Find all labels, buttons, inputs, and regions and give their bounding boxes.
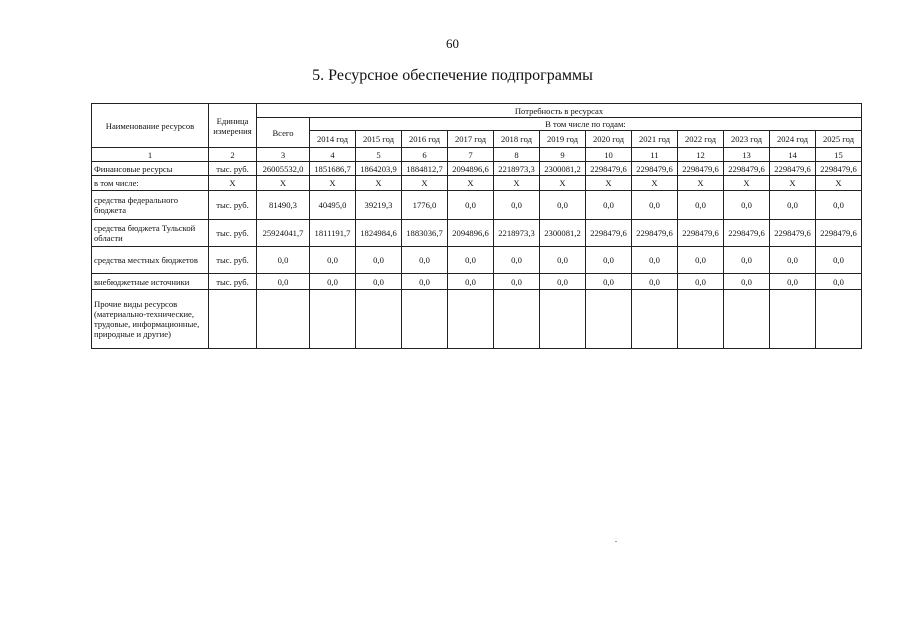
column-number-cell: 14 [770, 148, 816, 162]
row-year-value-cell: 2094896,6 [448, 220, 494, 247]
row-year-value-cell: X [770, 176, 816, 191]
row-year-value-cell: 0,0 [678, 247, 724, 274]
row-total-cell: 81490,3 [257, 191, 310, 220]
table-row [92, 247, 862, 274]
header-name: Наименование ресурсов [92, 104, 209, 148]
row-year-value-cell: 2300081,2 [540, 162, 586, 176]
row-year-value-cell: X [540, 176, 586, 191]
row-year-value-cell: 2298479,6 [770, 162, 816, 176]
column-number-cell: 9 [540, 148, 586, 162]
row-year-value-cell: 0,0 [724, 274, 770, 290]
row-unit-cell: тыс. руб. [209, 162, 257, 176]
resources-table [91, 103, 862, 349]
row-year-value-cell: 2298479,6 [586, 162, 632, 176]
row-year-value-cell: 2298479,6 [770, 220, 816, 247]
row-unit-cell: тыс. руб. [209, 220, 257, 247]
row-year-value-cell: 0,0 [540, 274, 586, 290]
row-year-value-cell: 2298479,6 [724, 220, 770, 247]
column-number-cell: 1 [92, 148, 209, 162]
row-year-value-cell: 0,0 [770, 247, 816, 274]
row-year-value-cell: X [586, 176, 632, 191]
row-year-value-cell: 0,0 [586, 274, 632, 290]
column-number-cell: 13 [724, 148, 770, 162]
row-year-value-cell: 0,0 [310, 274, 356, 290]
row-name-cell: средства местных бюджетов [92, 247, 209, 274]
row-year-value-cell: 1824984,6 [356, 220, 402, 247]
scan-speck [615, 541, 617, 542]
column-number-cell: 12 [678, 148, 724, 162]
empty-cell [402, 290, 448, 349]
row-year-value-cell: X [816, 176, 862, 191]
row-year-value-cell: 0,0 [540, 191, 586, 220]
row-year-value-cell: 0,0 [816, 191, 862, 220]
column-number-cell: 10 [586, 148, 632, 162]
header-year: 2023 год [724, 131, 770, 148]
header-year: 2020 год [586, 131, 632, 148]
row-year-value-cell: 0,0 [816, 247, 862, 274]
row-year-value-cell: 1884812,7 [402, 162, 448, 176]
row-total-cell: 0,0 [257, 247, 310, 274]
row-year-value-cell: 2218973,3 [494, 162, 540, 176]
row-name-cell: средства федерального бюджета [92, 191, 209, 220]
row-year-value-cell: 1851686,7 [310, 162, 356, 176]
row-year-value-cell: 0,0 [402, 274, 448, 290]
row-year-value-cell: 2298479,6 [816, 162, 862, 176]
row-year-value-cell: 0,0 [770, 274, 816, 290]
row-year-value-cell: 0,0 [356, 247, 402, 274]
column-number-cell: 6 [402, 148, 448, 162]
row-year-value-cell: 0,0 [310, 247, 356, 274]
table-row [92, 220, 862, 247]
header-by-years: В том числе по годам: [310, 118, 862, 131]
row-year-value-cell: X [724, 176, 770, 191]
empty-cell [209, 290, 257, 349]
row-year-value-cell: 0,0 [402, 247, 448, 274]
row-year-value-cell: 1776,0 [402, 191, 448, 220]
empty-cell [494, 290, 540, 349]
row-year-value-cell: 0,0 [494, 274, 540, 290]
row-year-value-cell: X [310, 176, 356, 191]
row-total-cell: 25924041,7 [257, 220, 310, 247]
table-row [92, 176, 862, 191]
header-need: Потребность в ресурсах [257, 104, 862, 118]
row-year-value-cell: 2298479,6 [632, 162, 678, 176]
row-year-value-cell: 0,0 [770, 191, 816, 220]
table-row [92, 274, 862, 290]
row-year-value-cell: 0,0 [724, 247, 770, 274]
row-year-value-cell: 0,0 [724, 191, 770, 220]
row-year-value-cell: 0,0 [448, 191, 494, 220]
row-year-value-cell: 2300081,2 [540, 220, 586, 247]
section-title: 5. Ресурсное обеспечение подпрограммы [312, 67, 593, 84]
row-year-value-cell: 1864203,9 [356, 162, 402, 176]
empty-cell [310, 290, 356, 349]
row-year-value-cell: 0,0 [494, 191, 540, 220]
row-year-value-cell: 0,0 [540, 247, 586, 274]
row-year-value-cell: 0,0 [816, 274, 862, 290]
column-number-cell: 8 [494, 148, 540, 162]
row-year-value-cell: 40495,0 [310, 191, 356, 220]
row-year-value-cell: 2094896,6 [448, 162, 494, 176]
row-year-value-cell: 2298479,6 [678, 162, 724, 176]
row-name-cell: Прочие виды ресурсов (материально-технические, трудовые, информационные, природные и другие) [92, 290, 209, 349]
column-number-cell: 2 [209, 148, 257, 162]
row-year-value-cell: 0,0 [632, 274, 678, 290]
column-number-cell: 5 [356, 148, 402, 162]
empty-cell [356, 290, 402, 349]
table-row [92, 162, 862, 176]
row-year-value-cell: 2298479,6 [724, 162, 770, 176]
header-year: 2016 год [402, 131, 448, 148]
row-name-cell: внебюджетные источники [92, 274, 209, 290]
header-unit: Единица измерения [209, 104, 257, 148]
header-year: 2017 год [448, 131, 494, 148]
row-year-value-cell: 2298479,6 [678, 220, 724, 247]
row-year-value-cell: 2298479,6 [632, 220, 678, 247]
row-year-value-cell: 2218973,3 [494, 220, 540, 247]
empty-cell [257, 290, 310, 349]
row-total-cell: 26005532,0 [257, 162, 310, 176]
column-number-cell: 7 [448, 148, 494, 162]
empty-cell [632, 290, 678, 349]
row-year-value-cell: 1883036,7 [402, 220, 448, 247]
header-total: Всего [257, 118, 310, 148]
row-unit-cell: тыс. руб. [209, 247, 257, 274]
table-row [92, 191, 862, 220]
row-year-value-cell: 1811191,7 [310, 220, 356, 247]
empty-cell [724, 290, 770, 349]
row-unit-cell: тыс. руб. [209, 191, 257, 220]
header-year: 2018 год [494, 131, 540, 148]
row-year-value-cell: X [448, 176, 494, 191]
header-year: 2015 год [356, 131, 402, 148]
row-unit-cell: тыс. руб. [209, 274, 257, 290]
row-year-value-cell: X [494, 176, 540, 191]
row-year-value-cell: 0,0 [678, 274, 724, 290]
row-total-cell: X [257, 176, 310, 191]
row-year-value-cell: 0,0 [448, 247, 494, 274]
row-year-value-cell: X [402, 176, 448, 191]
empty-cell [540, 290, 586, 349]
row-name-cell: средства бюджета Тульской области [92, 220, 209, 247]
row-year-value-cell: 0,0 [356, 274, 402, 290]
column-number-cell: 3 [257, 148, 310, 162]
column-number-cell: 4 [310, 148, 356, 162]
row-year-value-cell: 0,0 [632, 247, 678, 274]
row-year-value-cell: X [356, 176, 402, 191]
row-year-value-cell: 0,0 [586, 191, 632, 220]
row-name-cell: Финансовые ресурсы [92, 162, 209, 176]
row-year-value-cell: 2298479,6 [816, 220, 862, 247]
row-year-value-cell: X [632, 176, 678, 191]
header-year: 2019 год [540, 131, 586, 148]
empty-cell [816, 290, 862, 349]
column-number-cell: 15 [816, 148, 862, 162]
row-year-value-cell: 0,0 [678, 191, 724, 220]
row-year-value-cell: 0,0 [448, 274, 494, 290]
header-year: 2024 год [770, 131, 816, 148]
header-year: 2025 год [816, 131, 862, 148]
empty-cell [770, 290, 816, 349]
header-year: 2021 год [632, 131, 678, 148]
empty-cell [448, 290, 494, 349]
row-year-value-cell: 39219,3 [356, 191, 402, 220]
row-name-cell: в том числе: [92, 176, 209, 191]
page-number: 60 [446, 36, 459, 51]
table-row [92, 290, 862, 349]
row-year-value-cell: 0,0 [586, 247, 632, 274]
row-year-value-cell: 2298479,6 [586, 220, 632, 247]
row-year-value-cell: 0,0 [632, 191, 678, 220]
empty-cell [678, 290, 724, 349]
header-year: 2022 год [678, 131, 724, 148]
empty-cell [586, 290, 632, 349]
row-unit-cell: X [209, 176, 257, 191]
row-year-value-cell: X [678, 176, 724, 191]
row-year-value-cell: 0,0 [494, 247, 540, 274]
row-total-cell: 0,0 [257, 274, 310, 290]
header-year: 2014 год [310, 131, 356, 148]
column-number-cell: 11 [632, 148, 678, 162]
